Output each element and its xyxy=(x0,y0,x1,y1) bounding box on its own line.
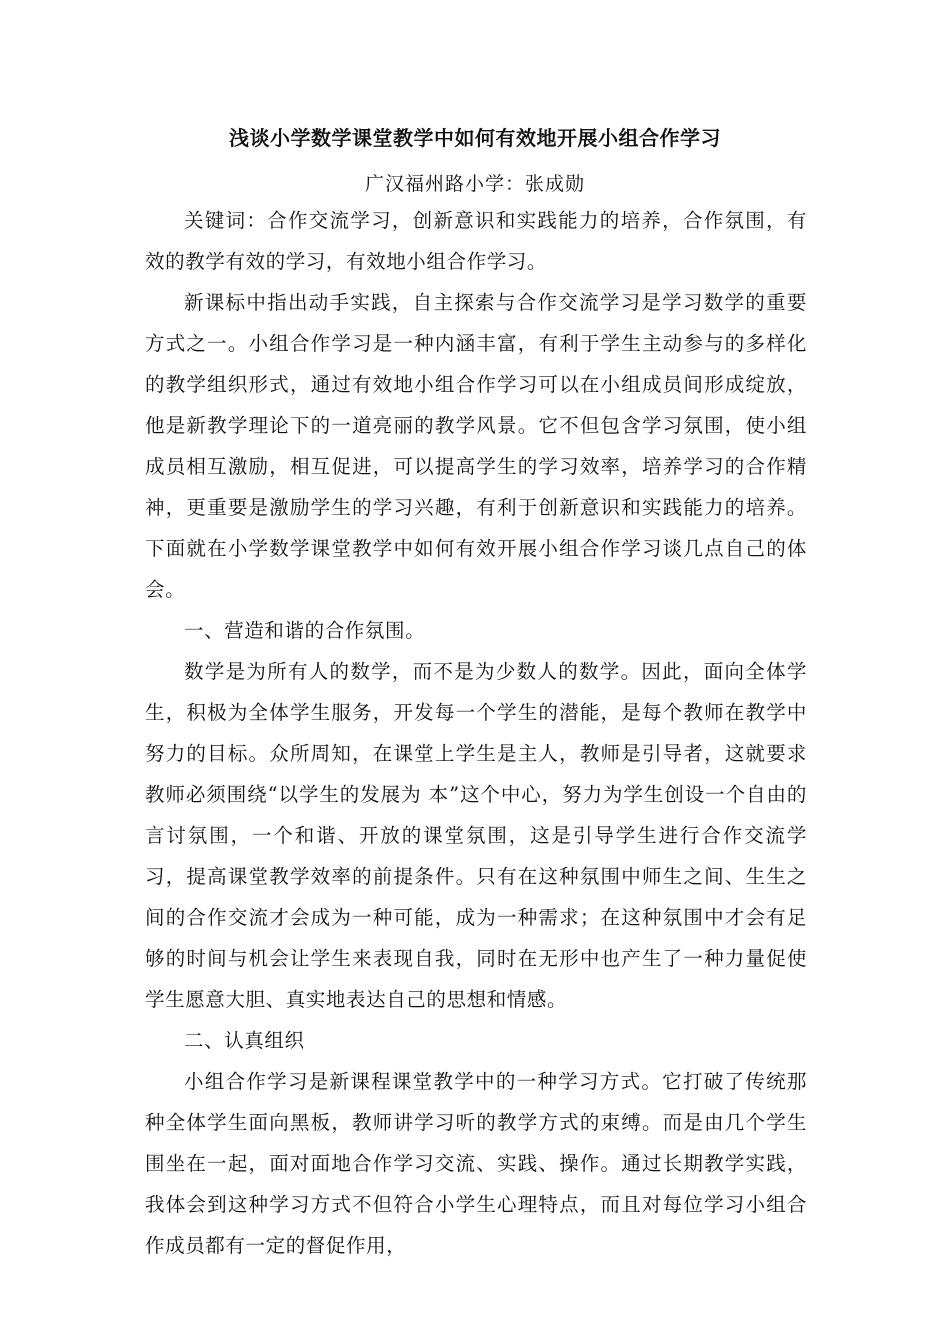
document-body xyxy=(145,200,807,1266)
section-1-paragraph: 数学是为所有人的数学，而不是为少数人的数学。因此，面向全体学生，积极为全体学生服务，开发每一个学生的潜能，是每个教师在教学中努力的目标。众所周知，在课堂上学生是主人，教师是引导者，这就要求教师必须围绕“以学生的发展为 本”这个中心，努力为学生创设一个自由的言讨氛围，一个和谐、开放的课堂氛围，这是引导学生进行合作交流学习，提高课堂教学效率的前提条件。只有在这种氛围中师生之间、生生之间的合作交流才会成为一种可能，成为一种需求；在这种氛围中才会有足够的时间与机会让学生来表现自我，同时在无形中也产生了一种力量促使学生愿意大胆、真实地表达自己的思想和情感。 xyxy=(145,660,807,1011)
keywords-paragraph: 关键词：合作交流学习，创新意识和实践能力的培养，合作氛围，有效的教学有效的学习，有效地小组合作学习。 xyxy=(145,209,807,273)
intro-paragraph: 新课标中指出动手实践，自主探索与合作交流学习是学习数学的重要方式之一。小组合作学习是一种内涵丰富，有利于学生主动参与的多样化的教学组织形式，通过有效地小组合作学习可以在小组成员间形成绽放，他是新教学理论下的一道亮丽的教学风景。它不但包含学习氛围，使小组成员相互激励，相互促进，可以提高学生的学习效率，培养学习的合作精神，更重要是激励学生的学习兴趣，有利于创新意识和实践能力的培养。下面就在小学数学课堂教学中如何有效开展小组合作学习谈几点自己的体会。 xyxy=(145,291,807,601)
section-heading-1: 一、营造和谐的合作氛围。 xyxy=(184,619,426,642)
document-title: 浅谈小学数学课堂教学中如何有效地开展小组合作学习 xyxy=(229,126,721,150)
section-2-paragraph: 小组合作学习是新课程课堂教学中的一种学习方式。它打破了传统那种全体学生面向黑板，教师讲学习听的教学方式的束缚。而是由几个学生围坐在一起，面对面地合作学习交流、实践、操作。通过长期教学实践，我体会到这种学习方式不但符合小学生心理特点，而且对每位学习小组合作成员都有一定的督促作用， xyxy=(145,1070,807,1257)
author-line: 广汉福州路小学：张成勋 xyxy=(364,173,585,195)
section-heading-2: 二、认真组织 xyxy=(184,1029,305,1052)
